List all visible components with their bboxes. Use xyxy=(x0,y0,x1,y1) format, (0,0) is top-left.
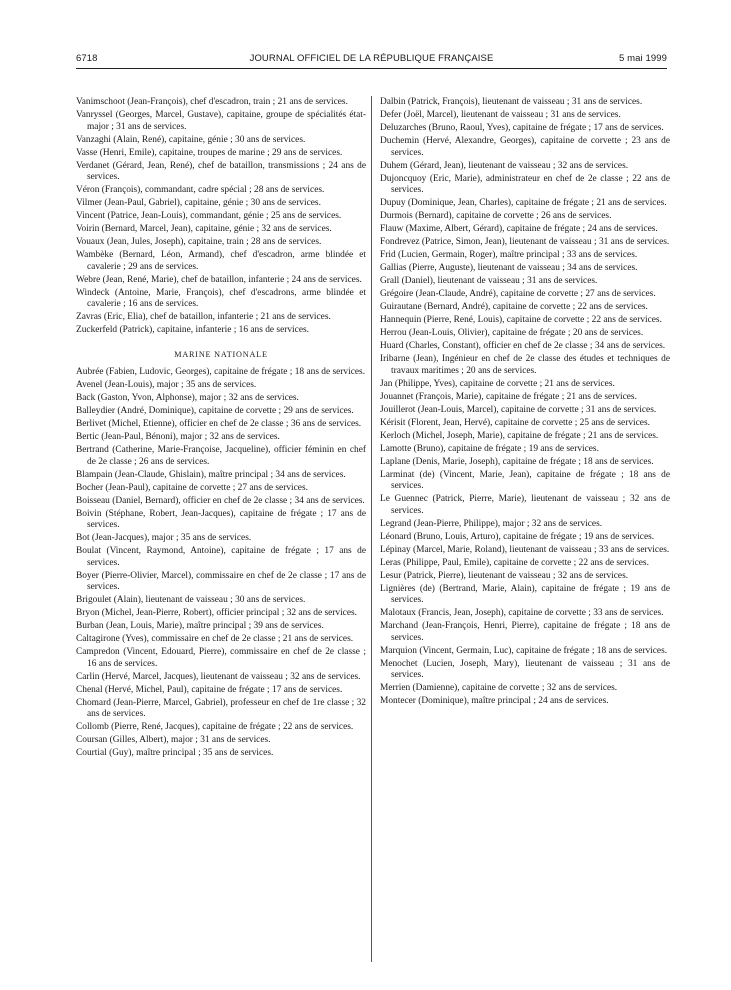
list-item: Balleydier (André, Dominique), capitaine de corvette ; 29 ans de services. xyxy=(76,406,354,416)
list-item: Zuckerfeld (Patrick), capitaine, infanterie ; 16 ans de services. xyxy=(76,325,309,335)
list-item: Vanzaghi (Alain, René), capitaine, génie ; 30 ans de services. xyxy=(76,134,306,145)
list-item: Bertrand (Catherine, Marie-Françoise, Jacqueline), officier féminin en chef de 2e classe ; 26 ans de services. xyxy=(76,445,366,467)
list-item: Leras (Philippe, Paul, Emile), capitaine de corvette ; 22 ans de services. xyxy=(380,557,649,568)
list-item: Huard (Charles, Constant), officier en chef de 2e classe ; 34 ans de services. xyxy=(380,341,666,351)
list-item: Windeck (Antoine, Marie, François), chef d'escadrons, arme blindée et cavalerie ; 16 ans de services. xyxy=(76,287,366,309)
list-item: Caltagirone (Yves), commissaire en chef de 2e classe ; 21 ans de services. xyxy=(76,634,354,644)
page-number: 6718 xyxy=(76,53,98,64)
list-item: Herrou (Jean-Louis, Olivier), capitaine de frégate ; 20 ans de services. xyxy=(380,328,644,338)
right-column xyxy=(380,97,670,709)
page-header xyxy=(76,53,667,67)
list-item: Marchand (Jean-François, Henri, Pierre), capitaine de frégate ; 18 ans de services. xyxy=(380,621,670,643)
list-item: Iribarne (Jean), Ingénieur en chef de 2e classe des études et techniques de travaux maritimes ; 20 ans de services. xyxy=(380,354,670,376)
list-item: Dalbin (Patrick, François), lieutenant de vaisseau ; 31 ans de services. xyxy=(380,97,643,107)
list-item: Larminat (de) (Vincent, Marie, Jean), capitaine de frégate ; 18 ans de services. xyxy=(380,469,670,491)
list-item: Jouannet (François, Marie), capitaine de frégate ; 21 ans de services. xyxy=(380,391,637,402)
left-column xyxy=(76,97,366,761)
section-title: MARINE NATIONALE xyxy=(174,349,268,359)
list-item: Courtial (Guy), maître principal ; 35 ans de services. xyxy=(76,748,274,758)
journal-title: JOURNAL OFFICIEL DE LA RÉPUBLIQUE FRANÇAISE xyxy=(249,53,494,64)
list-item: Lesur (Patrick, Pierre), lieutenant de vaisseau ; 32 ans de services. xyxy=(380,570,629,581)
list-item: Guirautane (Bernard, André), capitaine de corvette ; 22 ans de services. xyxy=(380,302,648,312)
list-item: Grall (Daniel), lieutenant de vaisseau ; 31 ans de services. xyxy=(380,276,598,286)
list-item: Dujoncquoy (Eric, Marie), administrateur en chef de 2e classe ; 22 ans de services. xyxy=(380,173,670,195)
list-item: Aubrée (Fabien, Ludovic, Georges), capitaine de frégate ; 18 ans de services. xyxy=(76,367,366,377)
list-item: Defer (Joël, Marcel), lieutenant de vaisseau ; 31 ans de services. xyxy=(380,110,621,120)
list-item: Deluzarches (Bruno, Raoul, Yves), capitaine de frégate ; 17 ans de services. xyxy=(380,123,664,133)
list-item: Boisseau (Daniel, Bernard), officier en chef de 2e classe ; 34 ans de services. xyxy=(76,495,365,506)
list-item: Véron (François), commandant, cadre spécial ; 28 ans de services. xyxy=(76,185,325,195)
list-item: Voirin (Bernard, Marcel, Jean), capitaine, génie ; 32 ans de services. xyxy=(76,224,332,234)
list-item: Vanimschoot (Jean-François), chef d'escadron, train ; 21 ans de services. xyxy=(76,97,348,107)
list-item: Berlivet (Michel, Etienne), officier en chef de 2e classe ; 36 ans de services. xyxy=(76,419,362,429)
list-item: Campredon (Vincent, Edouard, Pierre), commissaire en chef de 2e classe ; 16 ans de services. xyxy=(76,647,366,669)
list-item: Malotaux (Francis, Jean, Joseph), capitaine de corvette ; 33 ans de services. xyxy=(380,608,664,618)
list-item: Lépinay (Marcel, Marie, Roland), lieutenant de vaisseau ; 33 ans de services. xyxy=(380,544,670,555)
list-item: Laplane (Denis, Marie, Joseph), capitaine de frégate ; 18 ans de services. xyxy=(380,456,654,467)
list-item: Verdanet (Gérard, Jean, René), chef de bataillon, transmissions ; 24 ans de services. xyxy=(76,160,366,182)
list-item: Back (Gaston, Yvon, Alphonse), major ; 32 ans de services. xyxy=(76,393,299,403)
list-item: Jan (Philippe, Yves), capitaine de corvette ; 21 ans de services. xyxy=(380,378,615,389)
list-item: Flauw (Maxime, Albert, Gérard), capitaine de frégate ; 24 ans de services. xyxy=(380,224,658,234)
list-item: Chomard (Jean-Pierre, Marcel, Gabriel), professeur en chef de 1re classe ; 32 ans de services. xyxy=(76,697,366,719)
list-item: Bocher (Jean-Paul), capitaine de corvette ; 27 ans de services. xyxy=(76,482,308,493)
list-item: Léonard (Bruno, Louis, Arturo), capitaine de frégate ; 19 ans de services. xyxy=(380,531,655,542)
list-item: Vasse (Henri, Emile), capitaine, troupes de marine ; 29 ans de services. xyxy=(76,147,343,158)
list-item: Menochet (Lucien, Joseph, Mary), lieutenant de vaisseau ; 31 ans de services. xyxy=(380,658,670,680)
list-item: Merrien (Damienne), capitaine de corvette ; 32 ans de services. xyxy=(380,683,618,693)
list-item: Le Guennec (Patrick, Pierre, Marie), lieutenant de vaisseau ; 32 ans de services. xyxy=(380,494,670,516)
list-item: Montecer (Dominique), maître principal ; 24 ans de services. xyxy=(380,696,609,706)
list-item: Blampain (Jean-Claude, Ghislain), maître principal ; 34 ans de services. xyxy=(76,469,346,480)
navy-list-part-1 xyxy=(76,367,366,760)
issue-date: 5 mai 1999 xyxy=(618,53,667,64)
list-item: Duhem (Gérard, Jean), lieutenant de vaisseau ; 32 ans de services. xyxy=(380,160,629,171)
list-item: Legrand (Jean-Pierre, Philippe), major ; 32 ans de services. xyxy=(380,518,603,529)
list-item: Marquion (Vincent, Germain, Luc), capitaine de frégate ; 18 ans de services. xyxy=(380,645,668,656)
list-item: Frid (Lucien, Germain, Roger), maître principal ; 33 ans de services. xyxy=(380,250,638,260)
list-item: Hannequin (Pierre, René, Louis), capitaine de corvette ; 22 ans de services. xyxy=(380,315,662,325)
list-item: Gallias (Pierre, Auguste), lieutenant de vaisseau ; 34 ans de services. xyxy=(380,263,638,273)
list-item: Kerloch (Michel, Joseph, Marie), capitaine de frégate ; 21 ans de services. xyxy=(380,430,659,441)
list-item: Duchemin (Hervé, Alexandre, Georges), capitaine de corvette ; 23 ans de services. xyxy=(380,136,670,158)
list-item: Zavras (Eric, Elia), chef de bataillon, infanterie ; 21 ans de services. xyxy=(76,312,331,322)
list-item: Grégoire (Jean-Claude, André), capitaine de corvette ; 27 ans de services. xyxy=(380,289,656,299)
list-item: Vincent (Patrice, Jean-Louis), commandant, génie ; 25 ans de services. xyxy=(76,211,342,221)
list-item: Coursan (Gilles, Albert), major ; 31 ans de services. xyxy=(76,735,271,745)
army-list xyxy=(76,97,366,337)
list-item: Wambèke (Bernard, Léon, Armand), chef d'escadron, arme blindée et cavalerie ; 29 ans de services. xyxy=(76,250,366,272)
list-item: Lamotte (Bruno), capitaine de frégate ; 19 ans de services. xyxy=(380,443,599,454)
list-item: Boivin (Stéphane, Robert, Jean-Jacques), capitaine de frégate ; 17 ans de services. xyxy=(76,508,366,530)
list-item: Vilmer (Jean-Paul, Gabriel), capitaine, génie ; 30 ans de services. xyxy=(76,198,321,208)
list-item: Chenal (Hervé, Michel, Paul), capitaine de frégate ; 17 ans de services. xyxy=(76,684,343,695)
list-item: Webre (Jean, René, Marie), chef de bataillon, infanterie ; 24 ans de services. xyxy=(76,274,362,285)
list-item: Carlin (Hervé, Marcel, Jacques), lieutenant de vaisseau ; 32 ans de services. xyxy=(76,671,361,682)
list-item: Bot (Jean-Jacques), major ; 35 ans de services. xyxy=(76,533,252,543)
list-item: Kérisit (Florent, Jean, Hervé), capitaine de corvette ; 25 ans de services. xyxy=(380,417,650,428)
list-item: Vouaux (Jean, Jules, Joseph), capitaine, train ; 28 ans de services. xyxy=(76,237,322,247)
list-item: Collomb (Pierre, René, Jacques), capitaine de frégate ; 22 ans de services. xyxy=(76,722,354,732)
list-item: Vanryssel (Georges, Marcel, Gustave), capitaine, groupe de spécialités état-major ; 31 ans de services. xyxy=(76,110,366,132)
list-item: Burban (Jean, Louis, Marie), maître principal ; 39 ans de services. xyxy=(76,621,324,631)
list-item: Dupuy (Dominique, Jean, Charles), capitaine de frégate ; 21 ans de services. xyxy=(380,198,667,208)
list-item: Boulat (Vincent, Raymond, Antoine), capitaine de frégate ; 17 ans de services. xyxy=(76,546,366,568)
list-item: Avenel (Jean-Louis), major ; 35 ans de services. xyxy=(76,380,257,390)
list-item: Brigoulet (Alain), lieutenant de vaisseau ; 30 ans de services. xyxy=(76,595,306,605)
navy-list-part-2 xyxy=(380,97,670,708)
header-rule xyxy=(76,68,667,69)
list-item: Bryon (Michel, Jean-Pierre, Robert), officier principal ; 32 ans de services. xyxy=(76,608,357,618)
list-item: Bertic (Jean-Paul, Bénoni), major ; 32 ans de services. xyxy=(76,432,280,442)
list-item: Lignières (de) (Bertrand, Marie, Alain), capitaine de frégate ; 19 ans de services. xyxy=(380,583,670,605)
list-item: Jouillerot (Jean-Louis, Marcel), capitaine de corvette ; 31 ans de services. xyxy=(380,404,657,415)
list-item: Fondrevez (Patrice, Simon, Jean), lieutenant de vaisseau ; 31 ans de services. xyxy=(380,237,670,247)
list-item: Durmois (Bernard), capitaine de corvette ; 26 ans de services. xyxy=(380,211,612,221)
list-item: Boyer (Pierre-Olivier, Marcel), commissaire en chef de 2e classe ; 17 ans de services. xyxy=(76,570,366,592)
column-divider xyxy=(371,96,372,962)
